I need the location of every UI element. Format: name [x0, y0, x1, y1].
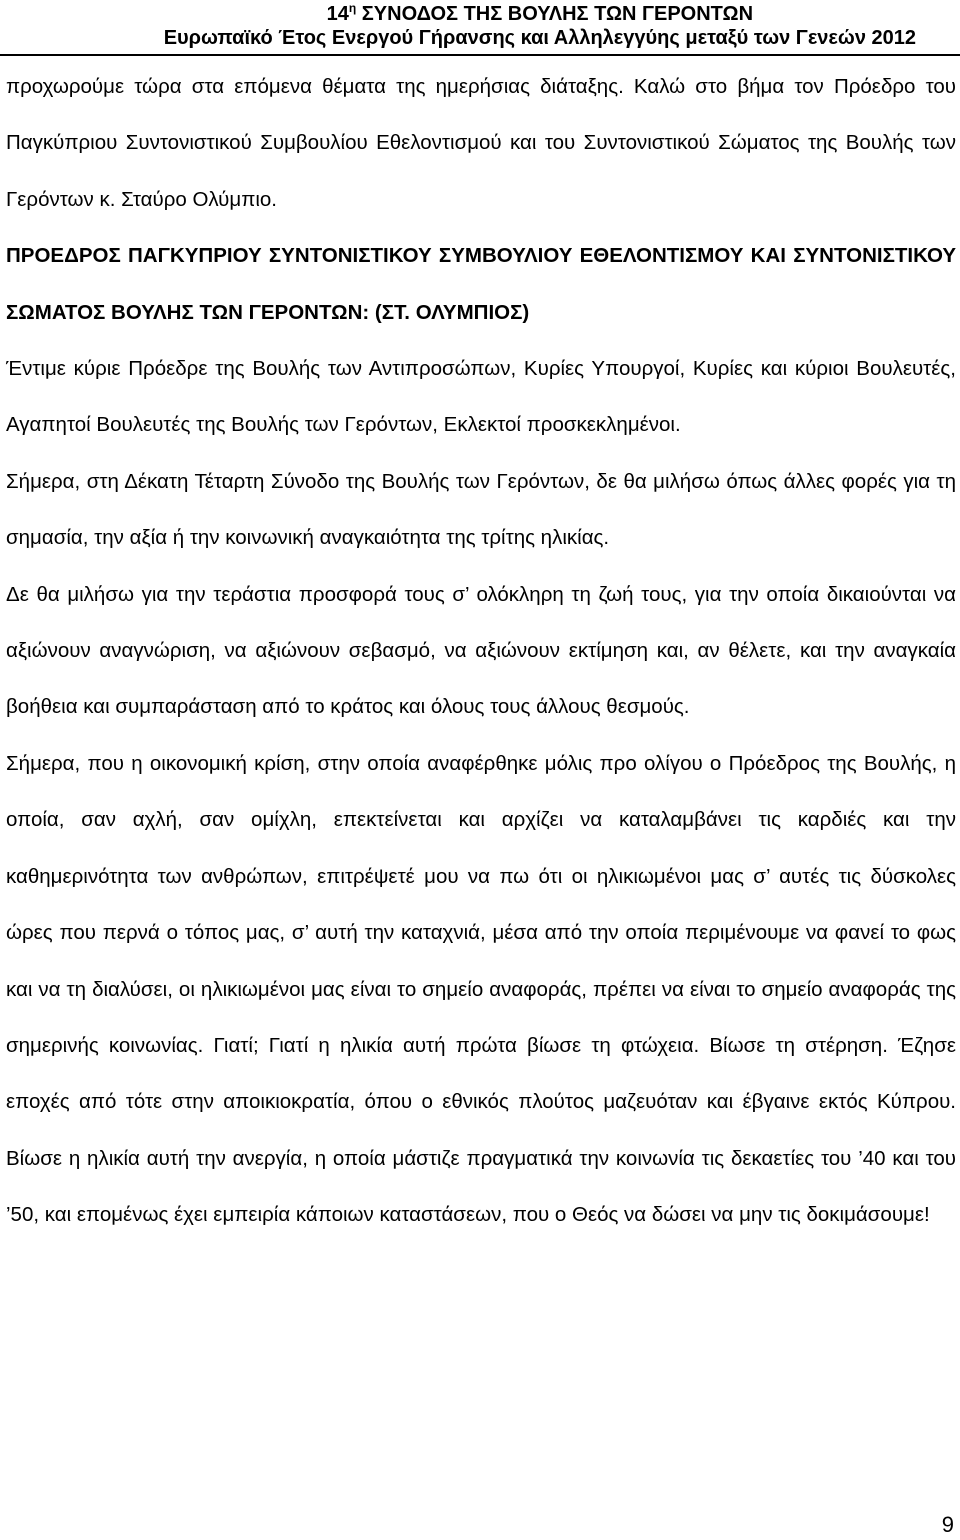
header-session-text: ΣΥΝΟΔΟΣ ΤΗΣ ΒΟΥΛΗΣ ΤΩΝ ΓΕΡΟΝΤΩΝ [356, 3, 754, 25]
speaker-heading: ΠΡΟΕΔΡΟΣ ΠΑΓΚΥΠΡΙΟΥ ΣΥΝΤΟΝΙΣΤΙΚΟΥ ΣΥΜΒΟΥΛΙΟΥ ΕΘΕΛΟΝΤΙΣΜΟΥ ΚΑΙ ΣΥΝΤΟΝΙΣΤΙΚΟΥ ΣΩΜΑΤΟΣ ΒΟΥΛΗΣ ΤΩΝ ΓΕΡΟΝΤΩΝ: (ΣΤ. ΟΛΥΜΠΙΟΣ) [6, 244, 956, 324]
header-divider [0, 54, 960, 56]
paragraph-contribution: Δε θα μιλήσω για την τεράστια προσφορά τους σ’ ολόκληρη τη ζωή τους, για την οποία δικαιούνται να αξιώνουν αναγνώριση, να αξιώνουν σεβασμό, να αξιώνουν εκτίμηση και, αν θέλετε, και την αναγκαία βοήθεια και συμπαράσταση από το κράτος και όλους τους άλλους θεσμούς. [6, 582, 956, 719]
paragraph-intro: προχωρούμε τώρα στα επόμενα θέματα της ημερήσιας διάταξης. Καλώ στο βήμα τον Πρόεδρο του Παγκύπριου Συντονιστικού Συμβουλίου Εθελοντισμού και του Συντονιστικού Σώματος της Βουλής των Γερόντων κ. Σταύρο Ολύμπιο. [6, 75, 956, 211]
page-number: 9 [941, 1512, 954, 1537]
header-subtitle: Ευρωπαϊκό Έτος Ενεργού Γήρανσης και Αλληλεγγύης μεταξύ των Γενεών 2012 [163, 27, 916, 49]
paragraph-today: Σήμερα, στη Δέκατη Τέταρτη Σύνοδο της Βουλής των Γερόντων, δε θα μιλήσω όπως άλλες φορές για τη σημασία, την αξία ή την κοινωνική αναγκαιότητα της τρίτης ηλικίας. [6, 469, 956, 550]
header-session-number: 14 [326, 3, 349, 25]
header-session-superscript: η [348, 1, 357, 15]
paragraph-crisis: Σήμερα, που η οικονομική κρίση, στην οποία αναφέρθηκε μόλις προ ολίγου ο Πρόεδρος της Βουλής, η οποία, σαν αχλή, σαν ομίχλη, επεκτείνεται και αρχίζει να καταλαμβάνει τις καρδιές και την καθημερινότητα των ανθρώπων, επιτρέψετέ μου να πω ότι οι ηλικιωμένοι μας σ’ αυτές τις δύσκολες ώρες που περνά ο τόπος μας, σ’ αυτή την καταχνιά, μέσα από την οποία περιμένουμε να φανεί το φως και να τη διαλύσει, οι ηλικιωμένοι μας είναι το σημείο αναφοράς, πρέπει να είναι το σημείο αναφοράς της σημερινής κοινωνίας. Γιατί; Γιατί η ηλικία αυτή πρώτα βίωσε τη φτώχεια. Βίωσε τη στέρηση. Έζησε εποχές από τότε στην αποικιοκρατία, όπου ο εθνικός πλούτος μαζευόταν και έβγαινε εκτός Κύπρου. Βίωσε η ηλικία αυτή την ανεργία, η οποία μάστιζε πραγματικά την κοινωνία τις δεκαετίες του ’40 και του ’50, και επομένως έχει εμπειρία κάποιων καταστάσεων, που ο Θεός να δώσει να μην τις δοκιμάσουμε! [6, 751, 956, 1227]
header-session-title [164, 2, 916, 26]
page-header [164, 2, 916, 50]
paragraph-greeting: Έντιμε κύριε Πρόεδρε της Βουλής των Αντιπροσώπων, Κυρίες Υπουργοί, Κυρίες και κύριοι Βουλευτές, Αγαπητοί Βουλευτές της Βουλής των Γερόντων, Εκλεκτοί προσκεκλημένοι. [6, 357, 956, 437]
document-body [6, 59, 956, 1244]
